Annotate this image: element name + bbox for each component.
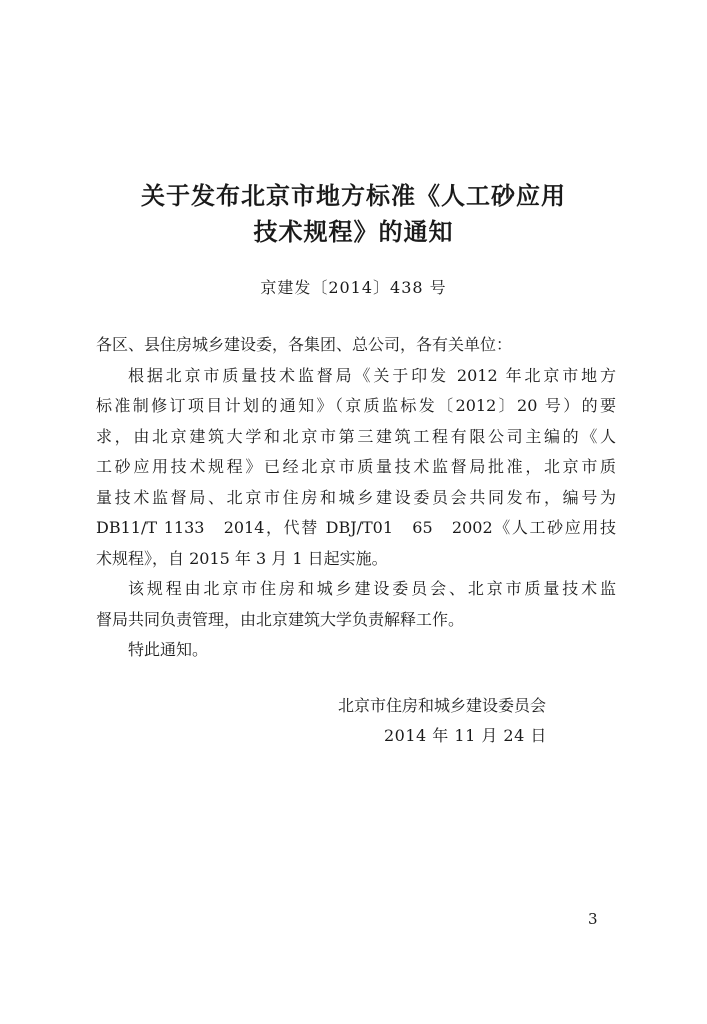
notice-title-line-1: 关于发布北京市地方标准《人工砂应用: [141, 182, 566, 210]
signature-date: 2014 年 11 月 24 日: [384, 726, 547, 745]
notice-body: [96, 330, 616, 666]
paragraph-1-line-2: 标准制修订项目计划的通知》（京质监标发〔2012〕20 号）的要: [96, 396, 616, 415]
paragraph-1-line-3: 求，由北京建筑大学和北京市第三建筑工程有限公司主编的《人: [96, 426, 616, 446]
paragraph-1-line-7: 术规程》，自 2015 年 3 月 1 日起实施。: [96, 548, 388, 568]
notice-title-line-2: 技术规程》的通知: [253, 218, 454, 246]
paragraph-2-line-2: 督局共同负责管理，由北京建筑大学负责解释工作。: [96, 609, 465, 629]
addressee: 各区、县住房城乡建设委，各集团、总公司，各有关单位：: [96, 335, 513, 354]
closing-remark: 特此通知。: [128, 640, 209, 659]
document-number: 京建发〔2014〕438 号: [260, 278, 447, 297]
page-number: 3: [588, 910, 598, 928]
signature-organization: 北京市住房和城乡建设委员会: [338, 696, 547, 715]
paragraph-2-line-1: 该规程由北京市住房和城乡建设委员会、北京市质量技术监: [128, 579, 616, 598]
paragraph-1-line-4: 工砂应用技术规程》已经北京市质量技术监督局批准，北京市质: [96, 457, 616, 476]
paragraph-1-line-6: DB11/T 1133 2014，代替 DBJ/T01 65 2002《人工砂应用技: [96, 518, 616, 537]
paragraph-1-line-1: 根据北京市质量技术监督局《关于印发 2012 年北京市地方: [128, 365, 616, 385]
paragraph-1-line-5: 量技术监督局、北京市住房和城乡建设委员会共同发布，编号为: [96, 487, 616, 507]
